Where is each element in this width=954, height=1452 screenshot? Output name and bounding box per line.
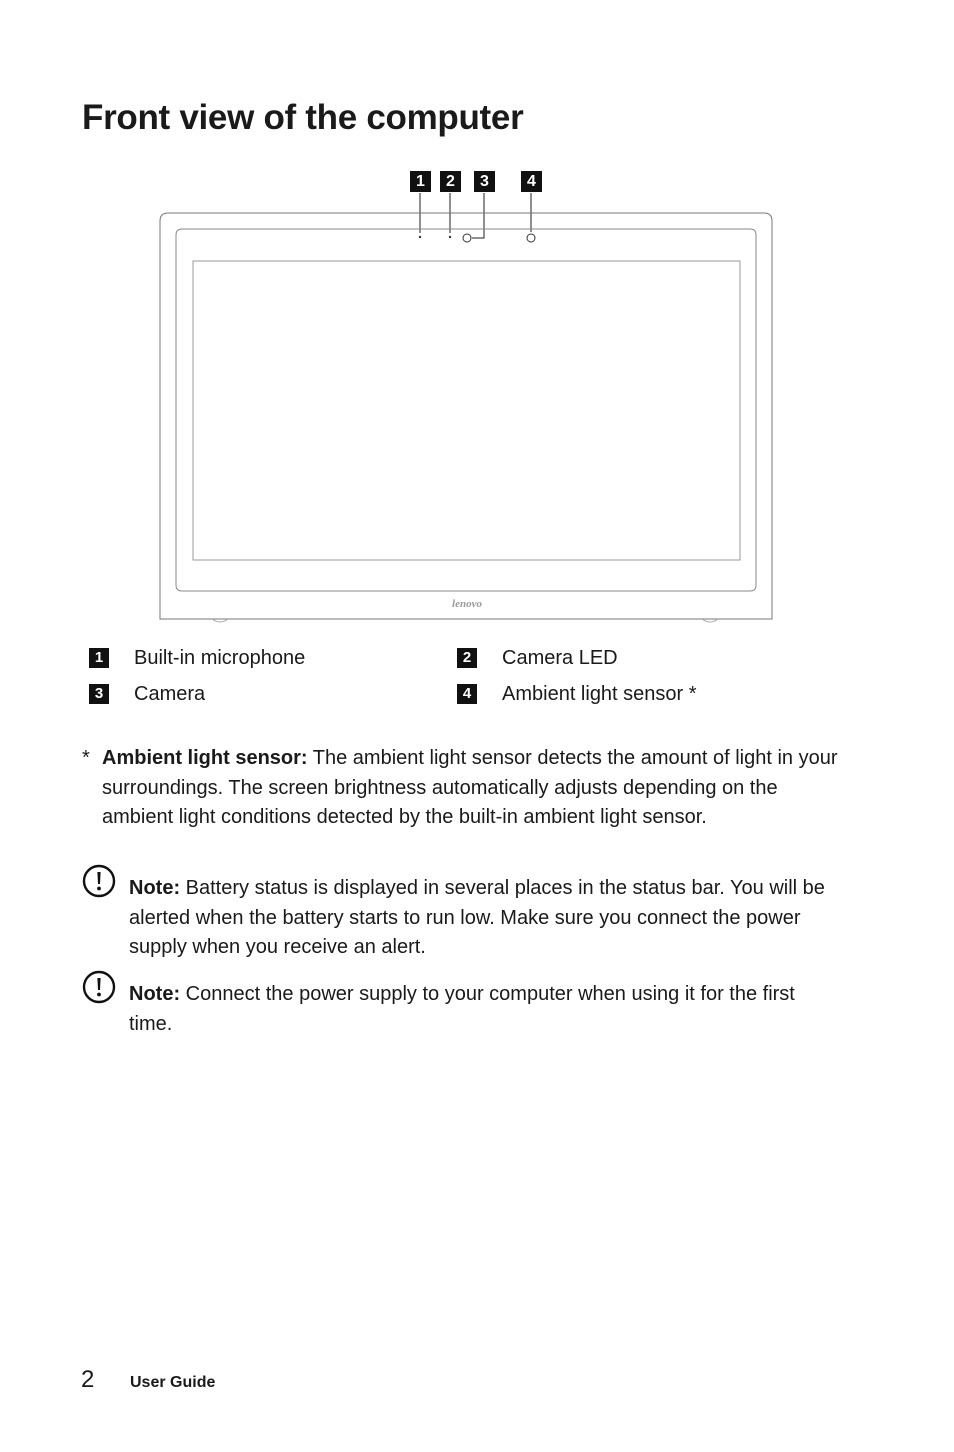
page-number: 2 bbox=[81, 1366, 95, 1393]
display-panel bbox=[193, 261, 740, 560]
callout-1: 1 bbox=[410, 171, 431, 192]
note-body bbox=[129, 874, 842, 963]
ambient-light-footnote bbox=[82, 744, 842, 833]
monitor-inner-bezel bbox=[176, 229, 756, 591]
legend-number: 4 bbox=[457, 684, 477, 704]
note-body bbox=[129, 980, 842, 1039]
footnote-text: The ambient light sensor detects the amount of light in your surroundings. The screen brightness automatically adjusts depending on the ambient light conditions detected by the built-in ambient light sensor. bbox=[102, 747, 838, 828]
legend bbox=[89, 645, 789, 725]
note-power-supply bbox=[82, 980, 842, 1039]
ambient-light-sensor bbox=[527, 234, 535, 242]
note-lead: Note: bbox=[129, 877, 181, 899]
footnote-marker: * bbox=[82, 747, 90, 769]
computer-front-diagram bbox=[150, 165, 790, 635]
running-title: User Guide bbox=[130, 1374, 216, 1391]
legend-label: Camera LED bbox=[502, 647, 618, 669]
microphone-hole bbox=[419, 236, 421, 238]
note-battery bbox=[82, 874, 842, 963]
monitor-outer-frame bbox=[160, 213, 772, 619]
attention-icon bbox=[82, 864, 116, 898]
callout-line-3 bbox=[472, 193, 484, 238]
legend-number: 1 bbox=[89, 648, 109, 668]
callout-2: 2 bbox=[440, 171, 461, 192]
callout-3: 3 bbox=[474, 171, 495, 192]
legend-number: 3 bbox=[89, 684, 109, 704]
legend-number: 2 bbox=[457, 648, 477, 668]
legend-label: Camera bbox=[134, 683, 206, 705]
footnote-lead: Ambient light sensor: bbox=[102, 747, 308, 769]
footnote-body bbox=[102, 744, 842, 833]
attention-icon bbox=[82, 970, 116, 1004]
callout-4: 4 bbox=[521, 171, 542, 192]
lenovo-logo: lenovo bbox=[452, 598, 482, 610]
legend-label: Ambient light sensor * bbox=[502, 683, 697, 705]
camera-led-dot bbox=[449, 236, 451, 238]
page-title: Front view of the computer bbox=[82, 98, 524, 137]
legend-label: Built-in microphone bbox=[134, 647, 306, 669]
camera-lens bbox=[463, 234, 471, 242]
note-text: Battery status is displayed in several places in the status bar. You will be alerted when the battery starts to run low. Make sure you connect the power supply when you receive an alert. bbox=[129, 877, 825, 958]
monitor-illustration bbox=[150, 165, 790, 635]
note-lead: Note: bbox=[129, 983, 181, 1005]
note-text: Connect the power supply to your computer when using it for the first time. bbox=[129, 983, 795, 1035]
